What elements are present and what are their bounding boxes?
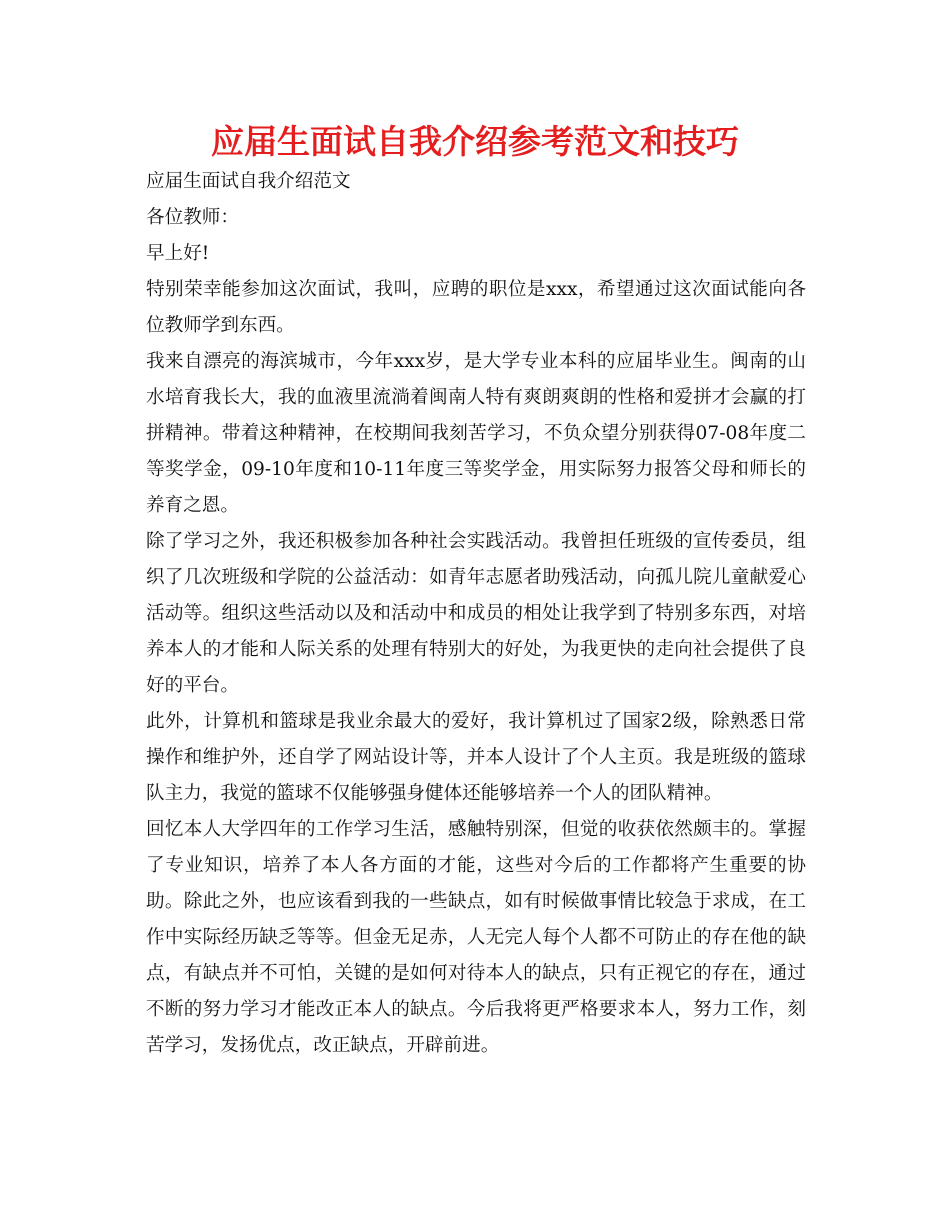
paragraph-background: 我来自漂亮的海滨城市，今年xxx岁，是大学专业本科的应届毕业生。闽南的山水培育我长大，我的血液里流淌着闽南人特有爽朗爽朗的性格和爱拼才会赢的打拼精神。带着这种精神，在校期间我刻苦学习，不负众望分别获得07-08年度二等奖学金，09-10年度和10-11年度三等奖学金，用实际努力报答父母和师长的养育之恩。 <box>146 351 806 516</box>
document-body <box>146 164 806 1064</box>
paragraph-salutation: 各位教师： <box>146 207 239 228</box>
paragraph-greeting: 早上好! <box>146 243 210 264</box>
paragraph-heading: 应届生面试自我介绍范文 <box>146 171 351 192</box>
paragraph-reflection: 回忆本人大学四年的工作学习生活，感触特别深，但觉的收获依然颇丰的。掌握了专业知识，培养了本人各方面的才能，这些对今后的工作都将产生重要的协助。除此之外，也应该看到我的一些缺点，如有时候做事情比较急于求成，在工作中实际经历缺乏等等。但金无足赤，人无完人每个人都不可防止的存在他的缺点，有缺点并不可怕，关键的是如何对待本人的缺点，只有正视它的存在，通过不断的努力学习才能改正本人的缺点。今后我将更严格要求本人，努力工作，刻苦学习，发扬优点，改正缺点，开辟前进。 <box>146 819 806 1056</box>
paragraph-activities: 除了学习之外，我还积极参加各种社会实践活动。我曾担任班级的宣传委员，组织了几次班级和学院的公益活动：如青年志愿者助残活动，向孤儿院儿童献爱心活动等。组织这些活动以及和活动中和成员的相处让我学到了特别多东西，对培养本人的才能和人际关系的处理有特别大的好处，为我更快的走向社会提供了良好的平台。 <box>146 531 806 696</box>
paragraph-hobbies: 此外，计算机和篮球是我业余最大的爱好，我计算机过了国家2级，除熟悉日常操作和维护外，还自学了网站设计等，并本人设计了个人主页。我是班级的篮球队主力，我觉的篮球不仅能够强身健体还能够培养一个人的团队精神。 <box>146 711 806 804</box>
paragraph-introduction: 特别荣幸能参加这次面试，我叫，应聘的职位是xxx，希望通过这次面试能向各位教师学到东西。 <box>146 279 806 336</box>
document-title: 应届生面试自我介绍参考范文和技巧 <box>211 122 739 161</box>
